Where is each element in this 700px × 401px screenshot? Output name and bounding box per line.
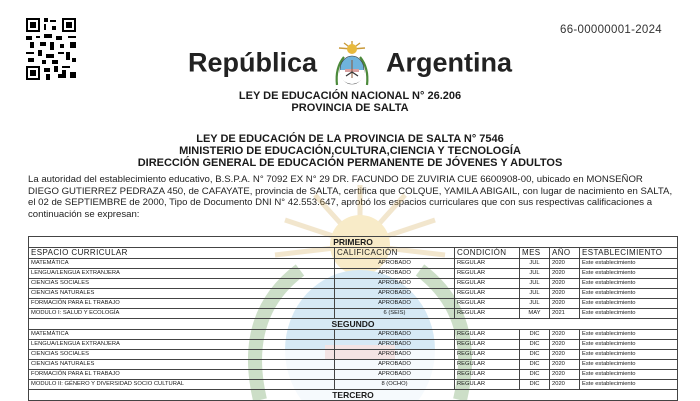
cell-grade: 8 (OCHO) bbox=[335, 380, 455, 390]
table-row bbox=[29, 289, 678, 299]
table-row bbox=[29, 299, 678, 309]
cell-school: Este establecimiento bbox=[580, 269, 678, 279]
coat-of-arms-icon bbox=[332, 38, 372, 88]
national-law-title: LEY DE EDUCACIÓN NACIONAL N° 26.206 bbox=[238, 90, 462, 102]
national-law-block bbox=[0, 90, 700, 114]
page-title bbox=[0, 38, 700, 88]
provincial-law-title: LEY DE EDUCACIÓN DE LA PROVINCIA DE SALTA N° 7546 bbox=[196, 133, 504, 145]
cell-month: DIC bbox=[520, 350, 550, 360]
cell-year: 2020 bbox=[550, 340, 580, 350]
cell-subject: MATEMÁTICA bbox=[29, 259, 335, 269]
table-header-row bbox=[29, 248, 678, 259]
table-row bbox=[29, 279, 678, 289]
cell-grade: APROBADO bbox=[335, 370, 455, 380]
cell-subject: MODULO II: GÉNERO Y DIVERSIDAD SOCIO CULTURAL bbox=[29, 380, 335, 390]
cell-subject: MODULO I: SALUD Y ECOLOGÍA bbox=[29, 309, 335, 319]
cell-school: Este establecimiento bbox=[580, 330, 678, 340]
provincial-law-block bbox=[0, 133, 700, 169]
cell-condition: REGULAR bbox=[455, 330, 520, 340]
title-argentina: Argentina bbox=[385, 47, 512, 78]
cell-year: 2020 bbox=[550, 289, 580, 299]
cell-grade: APROBADO bbox=[335, 360, 455, 370]
table-row bbox=[29, 360, 678, 370]
column-header: CALIFICACIÓN bbox=[335, 248, 455, 259]
cell-condition: REGULAR bbox=[455, 340, 520, 350]
cell-grade: APROBADO bbox=[335, 299, 455, 309]
cell-subject: FORMACIÓN PARA EL TRABAJO bbox=[29, 370, 335, 380]
cell-subject: CIENCIAS SOCIALES bbox=[29, 279, 335, 289]
cell-condition: REGULAR bbox=[455, 380, 520, 390]
table-row bbox=[29, 309, 678, 319]
cell-grade: APROBADO bbox=[335, 259, 455, 269]
column-header: AÑO bbox=[550, 248, 580, 259]
cell-grade: 6 (SEIS) bbox=[335, 309, 455, 319]
cell-subject: LENGUA/LENGUA EXTRANJERA bbox=[29, 340, 335, 350]
cell-school: Este establecimiento bbox=[580, 340, 678, 350]
directorate-name: DIRECCIÓN GENERAL DE EDUCACIÓN PERMANENTE DE JÓVENES Y ADULTOS bbox=[137, 157, 563, 169]
column-header: ESTABLECIMIENTO bbox=[580, 248, 678, 259]
cell-month: JUL bbox=[520, 289, 550, 299]
section-row bbox=[29, 237, 678, 248]
table-row bbox=[29, 380, 678, 390]
cell-school: Este establecimiento bbox=[580, 259, 678, 269]
cell-school: Este establecimiento bbox=[580, 299, 678, 309]
cell-subject: CIENCIAS NATURALES bbox=[29, 289, 335, 299]
cell-month: DIC bbox=[520, 330, 550, 340]
section-row bbox=[29, 319, 678, 330]
cell-condition: REGULAR bbox=[455, 309, 520, 319]
cell-condition: REGULAR bbox=[455, 370, 520, 380]
section-row bbox=[29, 390, 678, 401]
cell-year: 2020 bbox=[550, 299, 580, 309]
table-row bbox=[29, 259, 678, 269]
cell-year: 2020 bbox=[550, 269, 580, 279]
cell-grade: APROBADO bbox=[335, 269, 455, 279]
cell-grade: APROBADO bbox=[335, 289, 455, 299]
document-number: 66-00000001-2024 bbox=[560, 24, 662, 36]
column-header: ESPACIO CURRICULAR bbox=[29, 248, 335, 259]
cell-grade: APROBADO bbox=[335, 340, 455, 350]
cell-year: 2020 bbox=[550, 259, 580, 269]
column-header: MES bbox=[520, 248, 550, 259]
section-title: TERCERO bbox=[29, 390, 678, 401]
cell-year: 2020 bbox=[550, 380, 580, 390]
table-row bbox=[29, 350, 678, 360]
cell-subject: MATEMÁTICA bbox=[29, 330, 335, 340]
cell-month: DIC bbox=[520, 340, 550, 350]
certification-paragraph: La autoridad del establecimiento educativo, B.S.P.A. N° 7092 EX N° 29 DR. FACUNDO DE ZUVIRIA CUE 6600908-00, ubicado en MONSEÑOR DIEGO GUTIERREZ PEDRAZA 450, de CAFAYATE, provincia de SALTA, certifica que COLQUE, YAMILA ABIGAIL, con lugar de nacimiento en SALTA, el 02 de SEPTIEMBRE de 2000, Tipo de Documento DNI N° 42.553.647, aprobó los espacios curriculares que con sus respectivas calificaciones a continuación se expresan: bbox=[28, 174, 673, 220]
cell-condition: REGULAR bbox=[455, 269, 520, 279]
cell-school: Este establecimiento bbox=[580, 309, 678, 319]
cell-condition: REGULAR bbox=[455, 360, 520, 370]
cell-year: 2020 bbox=[550, 279, 580, 289]
cell-school: Este establecimiento bbox=[580, 380, 678, 390]
section-title: PRIMERO bbox=[29, 237, 678, 248]
cell-year: 2021 bbox=[550, 309, 580, 319]
cell-school: Este establecimiento bbox=[580, 289, 678, 299]
cell-grade: APROBADO bbox=[335, 350, 455, 360]
cell-year: 2020 bbox=[550, 350, 580, 360]
cell-month: JUL bbox=[520, 299, 550, 309]
cell-condition: REGULAR bbox=[455, 259, 520, 269]
table-row bbox=[29, 330, 678, 340]
section-title: SEGUNDO bbox=[29, 319, 678, 330]
cell-month: DIC bbox=[520, 380, 550, 390]
cell-subject: CIENCIAS SOCIALES bbox=[29, 350, 335, 360]
title-republica: República bbox=[188, 47, 318, 78]
cell-school: Este establecimiento bbox=[580, 360, 678, 370]
province-name: PROVINCIA DE SALTA bbox=[291, 102, 409, 114]
cell-subject: CIENCIAS NATURALES bbox=[29, 360, 335, 370]
cell-month: JUL bbox=[520, 269, 550, 279]
cell-month: JUL bbox=[520, 259, 550, 269]
cell-grade: APROBADO bbox=[335, 279, 455, 289]
cell-condition: REGULAR bbox=[455, 279, 520, 289]
cell-school: Este establecimiento bbox=[580, 370, 678, 380]
table-row bbox=[29, 269, 678, 279]
cell-year: 2020 bbox=[550, 370, 580, 380]
column-header: CONDICIÓN bbox=[455, 248, 520, 259]
cell-subject: LENGUA/LENGUA EXTRANJERA bbox=[29, 269, 335, 279]
cell-school: Este establecimiento bbox=[580, 350, 678, 360]
cell-month: JUL bbox=[520, 279, 550, 289]
cell-condition: REGULAR bbox=[455, 289, 520, 299]
table-row bbox=[29, 340, 678, 350]
cell-grade: APROBADO bbox=[335, 330, 455, 340]
cell-condition: REGULAR bbox=[455, 350, 520, 360]
cell-condition: REGULAR bbox=[455, 299, 520, 309]
cell-month: DIC bbox=[520, 370, 550, 380]
cell-year: 2020 bbox=[550, 360, 580, 370]
cell-subject: FORMACIÓN PARA EL TRABAJO bbox=[29, 299, 335, 309]
cell-month: DIC bbox=[520, 360, 550, 370]
cell-month: MAY bbox=[520, 309, 550, 319]
grades-table bbox=[28, 236, 678, 401]
ministry-name: MINISTERIO DE EDUCACIÓN,CULTURA,CIENCIA Y TECNOLOGÍA bbox=[179, 145, 521, 157]
cell-school: Este establecimiento bbox=[580, 279, 678, 289]
table-row bbox=[29, 370, 678, 380]
cell-year: 2020 bbox=[550, 330, 580, 340]
